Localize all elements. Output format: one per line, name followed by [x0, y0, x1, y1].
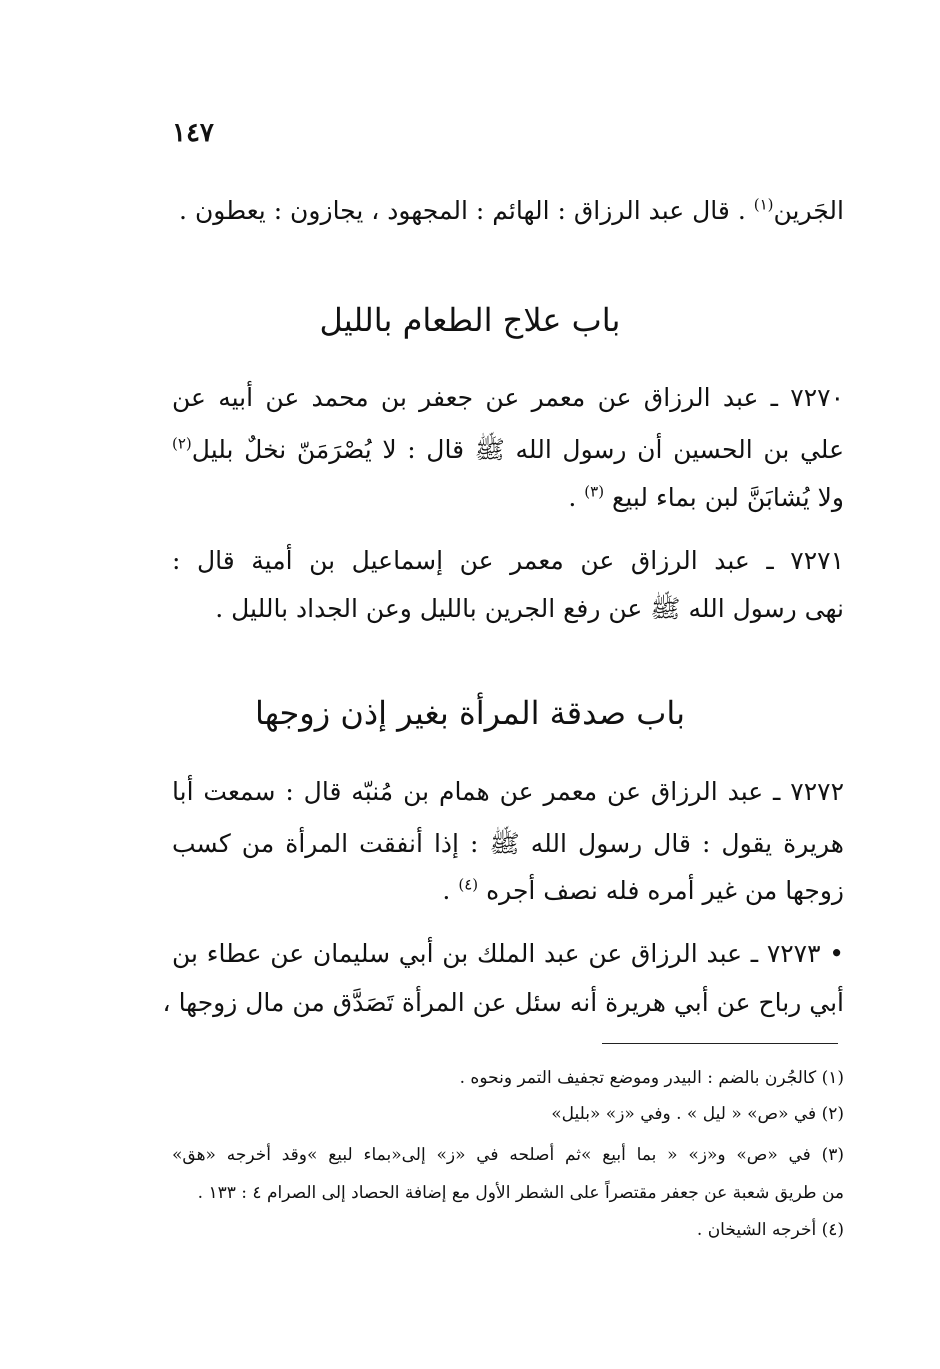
hadith-7270-line-3 — [172, 478, 844, 518]
footnote-ref-2: (٢) — [172, 434, 192, 453]
intro-rest: . قال عبد الرزاق : الهائم : المجهود ، يجازون : يعطون . — [179, 196, 746, 225]
hadith-7270-line-3-text: ولا يُشابَنَّ لبن بماء لبيع — [612, 483, 844, 512]
hadith-7273-line-2: أبي رباح عن أبي هريرة أنه سئل عن المرأة تَصَدَّق من مال زوجها ، — [162, 988, 844, 1017]
page-number: ١٤٧ — [172, 118, 214, 148]
footnote-ref-1: (١) — [753, 195, 774, 214]
hadith-7272-line-1: ٧٢٧٢ ـ عبد الرزاق عن معمر عن همام بن مُنبّه قال : سمعت أبا — [172, 777, 844, 806]
footnote-divider — [602, 1043, 838, 1044]
footnote-ref-3: (٣) — [584, 482, 605, 501]
hadith-7270-line-2-text: علي بن الحسين أن رسول الله ﷺ قال : لا يُصْرَمَنّ نخلٌ بليل — [191, 435, 844, 464]
footnote-ref-4: (٤) — [458, 875, 479, 894]
hadith-7272-end: . — [442, 876, 451, 905]
hadith-7272-line-3-text: زوجها من غير أمره فله نصف أجره — [486, 876, 844, 905]
section-title-food-at-night: باب علاج الطعام بالليل — [319, 301, 621, 339]
hadith-7270-line-1: ٧٢٧٠ ـ عبد الرزاق عن معمر عن جعفر بن محمد عن أبيه عن — [172, 383, 844, 412]
hadith-7270-end: . — [568, 483, 577, 512]
intro-line — [172, 191, 844, 231]
section-title-wife-charity: باب صدقة المرأة بغير إذن زوجها — [255, 694, 685, 732]
footnote-3: (٣) في «ص» و«ز» « بما أبيع »ثم أصلحه في «ز» إلى«بماء لبيع »وقد أخرجه «هق» — [172, 1145, 844, 1165]
hadith-7273-line-1: • ٧٢٧٣ ـ عبد الرزاق عن عبد الملك بن أبي سليمان عن عطاء بن — [172, 939, 844, 968]
footnote-2: (٢) في «ص» « ليل » . وفي «ز» «بليل» — [551, 1104, 844, 1124]
hadith-7271-line-1: ٧٢٧١ ـ عبد الرزاق عن معمر عن إسماعيل بن أمية قال : — [172, 546, 844, 575]
hadith-7270-line-2 — [172, 430, 844, 470]
hadith-7271-line-2: نهى رسول الله ﷺ عن رفع الجرين بالليل وعن الجداد بالليل . — [215, 594, 844, 623]
intro-word: الجَرين — [773, 196, 844, 225]
hadith-7272-line-2: هريرة يقول : قال رسول الله ﷺ : إذا أنفقت المرأة من كسب — [172, 829, 844, 858]
hadith-7272-line-3 — [172, 871, 844, 911]
footnote-4: (٤) أخرجه الشيخان . — [696, 1220, 844, 1240]
footnote-3-continued: من طريق شعبة عن جعفر مقتصراً على الشطر الأول مع إضافة الحصاد إلى الصرام ٤ : ١٣٣ . — [197, 1183, 844, 1203]
footnote-1: (١) كالجُرن بالضم : البيدر وموضع تجفيف التمر ونحوه . — [459, 1068, 844, 1088]
